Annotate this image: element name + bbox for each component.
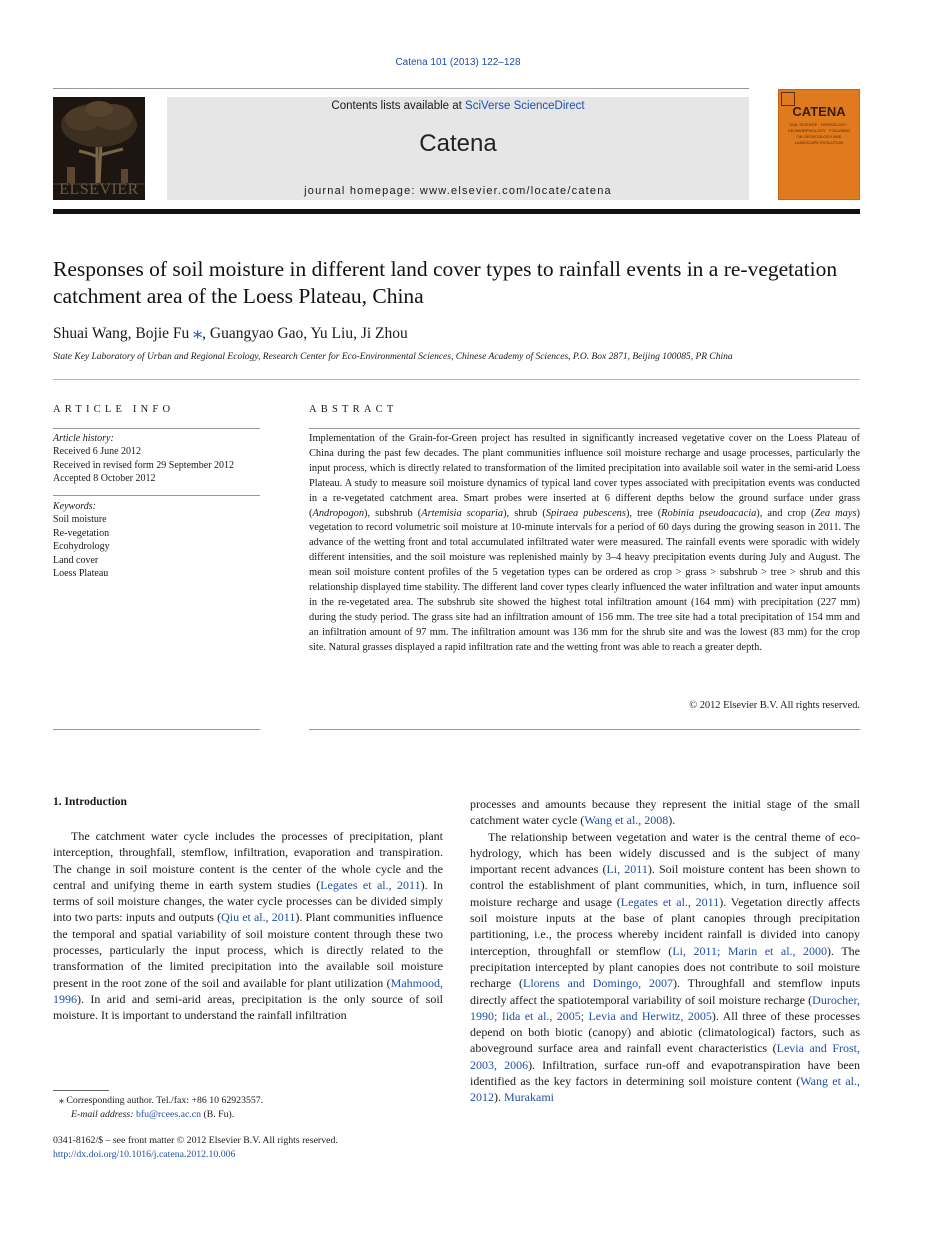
info-rule-mid bbox=[53, 495, 260, 496]
abstract-heading: ABSTRACT bbox=[309, 404, 398, 415]
corresponding-author-marker[interactable]: ⁎ bbox=[193, 322, 203, 342]
journal-homepage[interactable]: journal homepage: www.elsevier.com/locate/catena bbox=[304, 185, 612, 197]
citation-link[interactable]: Qiu et al., 2011 bbox=[221, 910, 296, 925]
journal-citation[interactable]: Catena 101 (2013) 122–128 bbox=[395, 57, 521, 68]
issn-line: 0341-8162/$ – see front matter © 2012 Elsevier B.V. All rights reserved. bbox=[53, 1135, 338, 1146]
received-date: Received 6 June 2012 bbox=[53, 446, 142, 458]
keyword: Land cover bbox=[53, 554, 99, 566]
paragraph: The relationship between vegetation and water is the central theme of eco-hydrology, which has been widely discussed and is the subject of many important recent advances (Li, 2011). Soil moisture content has been shown to control the establishment of plant communities, which, in turn, influence soil moisture recharge and usage (Legates et al., 2011). Vegetation directly affects soil moisture inputs at the base of plant canopies through precipitation partitioning, i.e., the process whereby incident rainfall is divided into canopy interception, throughfall or stemflow (Li, 2011; Marin et al., 2000). The precipitation intercepted by plant canopies does not contribute to soil moisture recharge (Llorens and Domingo, 2007). Throughfall and stemflow inputs directly affect the spatiotemporal variability of soil moisture recharge (Durocher, 1990; Iida et al., 2005; Levia and Herwitz, 2005). All three of these processes depend on both biotic (canopy) and abiotic (climatological) factors, such as aboveground surface area and rainfall event characteristics (Levia and Frost, 2003, 2006). Infiltration, surface run-off and evapotranspiration have been identified as the key factors in determining soil moisture content (Wang et al., 2012). Murakami bbox=[470, 829, 861, 1105]
citation-link[interactable]: Legates et al., 2011 bbox=[620, 894, 720, 909]
keyword: Loess Plateau bbox=[53, 568, 109, 580]
species-name: Artemisia scoparia bbox=[421, 507, 504, 519]
revised-date: Received in revised form 29 September 2012 bbox=[53, 459, 235, 471]
section-heading-introduction: 1. Introduction bbox=[53, 796, 127, 808]
affiliation: State Key Laboratory of Urban and Regional Ecology, Research Center for Eco-Environmental Sciences, Chinese Academy of Sciences, P.O. Box 2871, Beijing 100085, PR China bbox=[53, 352, 733, 362]
citation-link[interactable]: Levia and Frost, 2003, 2006 bbox=[470, 1041, 860, 1072]
paragraph: processes and amounts because they represent the initial stage of the small catchment water cycle (Wang et al., 2008). bbox=[470, 797, 860, 828]
species-name: Robinia pseudoacacia bbox=[661, 507, 757, 519]
email-label: E-mail address: bbox=[71, 1108, 136, 1120]
keywords bbox=[53, 500, 110, 580]
paragraph: The catchment water cycle includes the processes of precipitation, plant interception, throughfall, stemflow, infiltration, evaporation and transpiration. The change in soil moisture content is the center of the whole cycle and the central and unifying theme in earth system studies (Legates et al., 2011). In terms of soil moisture changes, the water cycle processes can be divided simply into two parts: inputs and outputs (Qiu et al., 2011). Plant communities influence the temporal and spatial variability of soil moisture content through these two processes, particularly the input process, which is directly related to the transformation of the limited precipitation into the available soil moisture present in the root zone of the soil and available for plant utilization (Mahmood, 1996). In arid and semi-arid areas, precipitation is the only source of soil moisture. It is important to understand the rainfall infiltration bbox=[53, 829, 443, 1023]
journal-cover bbox=[778, 89, 860, 200]
doi-link[interactable]: http://dx.doi.org/10.1016/j.catena.2012.10.006 bbox=[53, 1148, 236, 1160]
article-info-heading: ARTICLE INFO bbox=[53, 404, 175, 415]
citation-link[interactable]: Li, 2011; Marin et al., 2000 bbox=[672, 943, 828, 958]
abstract-rule-bottom bbox=[309, 729, 860, 730]
corresponding-author-note: ⁎ Corresponding author. Tel./fax: +86 10 62923557. bbox=[59, 1095, 264, 1106]
keyword: Re-vegetation bbox=[53, 527, 110, 539]
cover-subtitle: SOIL SCIENCE · HYDROLOGY · GEOMORPHOLOGY · FOCUSING ON GEOECOLOGY AND LANDSCAPE EVOLUTION bbox=[787, 122, 851, 145]
accepted-date: Accepted 8 October 2012 bbox=[53, 473, 156, 485]
journal-banner bbox=[167, 97, 749, 200]
citation-link[interactable]: Mahmood, 1996 bbox=[53, 975, 443, 1006]
history-label: Article history: bbox=[53, 433, 114, 444]
title-rule bbox=[53, 379, 860, 380]
citation-link[interactable]: Wang et al., 2008 bbox=[584, 813, 669, 828]
species-name: Spiraea pubescens bbox=[545, 507, 626, 519]
top-rule bbox=[53, 88, 749, 89]
citation-link[interactable]: Legates et al., 2011 bbox=[320, 877, 421, 892]
abstract-rule-top bbox=[309, 428, 860, 429]
abstract-text: Implementation of the Grain-for-Green project has resulted in significantly increased vegetative cover on the Loess Plateau of China during the past few decades. The plant communities influence soil moisture recharge and usage processes, particularly the input process, which is directly related to transformation of the limited precipitation into available soil water in the semi-arid Loess Plateau. A study to measure soil moisture dynamics of typical land cover types associated with precipitation events was conducted in a re-vegetated catchment area. Smart probes were inserted at 6 different depths below the ground surface under grass (Andropogon), subshrub (Artemisia scoparia), shrub (Spiraea pubescens), tree (Robinia pseudoacacia), and crop (Zea mays) vegetation to record volumetric soil moisture at 10-minute intervals for a period of 60 days during the growing season in 2011. The advance of the wetting front and total accumulated infiltrated water were measured. The rainfall events were sporadic with widely different intensities, and the soil moisture was replenished mainly by 3–4 heavy precipitation events during July and August. The mean soil moisture content profiles of the 5 vegetation types can be ordered as crop > grass > subshrub > tree > shrub and this relationship displayed time stability. The different land cover types clearly influenced the water infiltration and water input amounts in the re-vegetated area. The subshrub site showed the highest total infiltration amount (164 mm) with precipitation (227 mm) during the study period. The grass site had an infiltration amount of 156 mm. The tree site had a total precipitation of 154 mm and an infiltration amount of 97 mm. The infiltration amount was 136 mm for the shrub site and was the lowest (83 mm) for the crop site. Natural grasses displayed a rapid infiltration rate and the wetting front was able to reach a greater depth. bbox=[309, 433, 860, 653]
keyword: Ecohydrology bbox=[53, 541, 110, 553]
citation-link[interactable]: Llorens and Domingo, 2007 bbox=[522, 976, 673, 991]
keywords-label: Keywords: bbox=[53, 501, 96, 512]
authors-rest: , Guangyao Gao, Yu Liu, Ji Zhou bbox=[202, 325, 408, 342]
authors-first: Shuai Wang, Bojie Fu bbox=[53, 325, 194, 342]
email-line: E-mail address: bfu@rcees.ac.cn (B. Fu). bbox=[71, 1108, 235, 1120]
header-thick-rule bbox=[53, 209, 860, 214]
journal-name: Catena bbox=[419, 130, 497, 157]
cover-title: CATENA bbox=[792, 104, 846, 119]
front-matter bbox=[53, 1134, 338, 1161]
contents-line bbox=[167, 100, 749, 112]
elsevier-wordmark: ELSEVIER bbox=[59, 181, 139, 198]
citation-link[interactable]: Li, 2011 bbox=[606, 862, 648, 877]
sciencedirect-link[interactable]: SciVerse ScienceDirect bbox=[465, 100, 585, 112]
elsevier-logo bbox=[53, 97, 145, 200]
article-title: Responses of soil moisture in different land cover types to rainfall events in a re-vegetation catchment area of the Loess Plateau, China bbox=[53, 257, 838, 308]
info-rule-top bbox=[53, 428, 260, 429]
article-history bbox=[53, 432, 234, 486]
footnote bbox=[53, 1094, 263, 1121]
species-name: Andropogon bbox=[312, 507, 365, 519]
body-column-right bbox=[470, 796, 860, 1106]
email-link[interactable]: bfu@rcees.ac.cn bbox=[135, 1108, 201, 1120]
citation-link[interactable]: Wang et al., 2012 bbox=[470, 1074, 860, 1105]
citation-link[interactable]: Murakami bbox=[504, 1090, 554, 1105]
author-list bbox=[53, 322, 408, 343]
species-name: Zea mays bbox=[814, 507, 857, 519]
keyword: Soil moisture bbox=[53, 514, 107, 526]
body-column-left bbox=[53, 828, 443, 1024]
citation-link[interactable]: Durocher, 1990; Iida et al., 2005; Levia and Herwitz, 2005 bbox=[470, 992, 860, 1023]
info-rule-bottom bbox=[53, 729, 260, 730]
footnote-rule bbox=[53, 1090, 109, 1091]
abstract-copyright: © 2012 Elsevier B.V. All rights reserved. bbox=[689, 700, 860, 711]
contents-prefix: Contents lists available at bbox=[331, 100, 466, 112]
